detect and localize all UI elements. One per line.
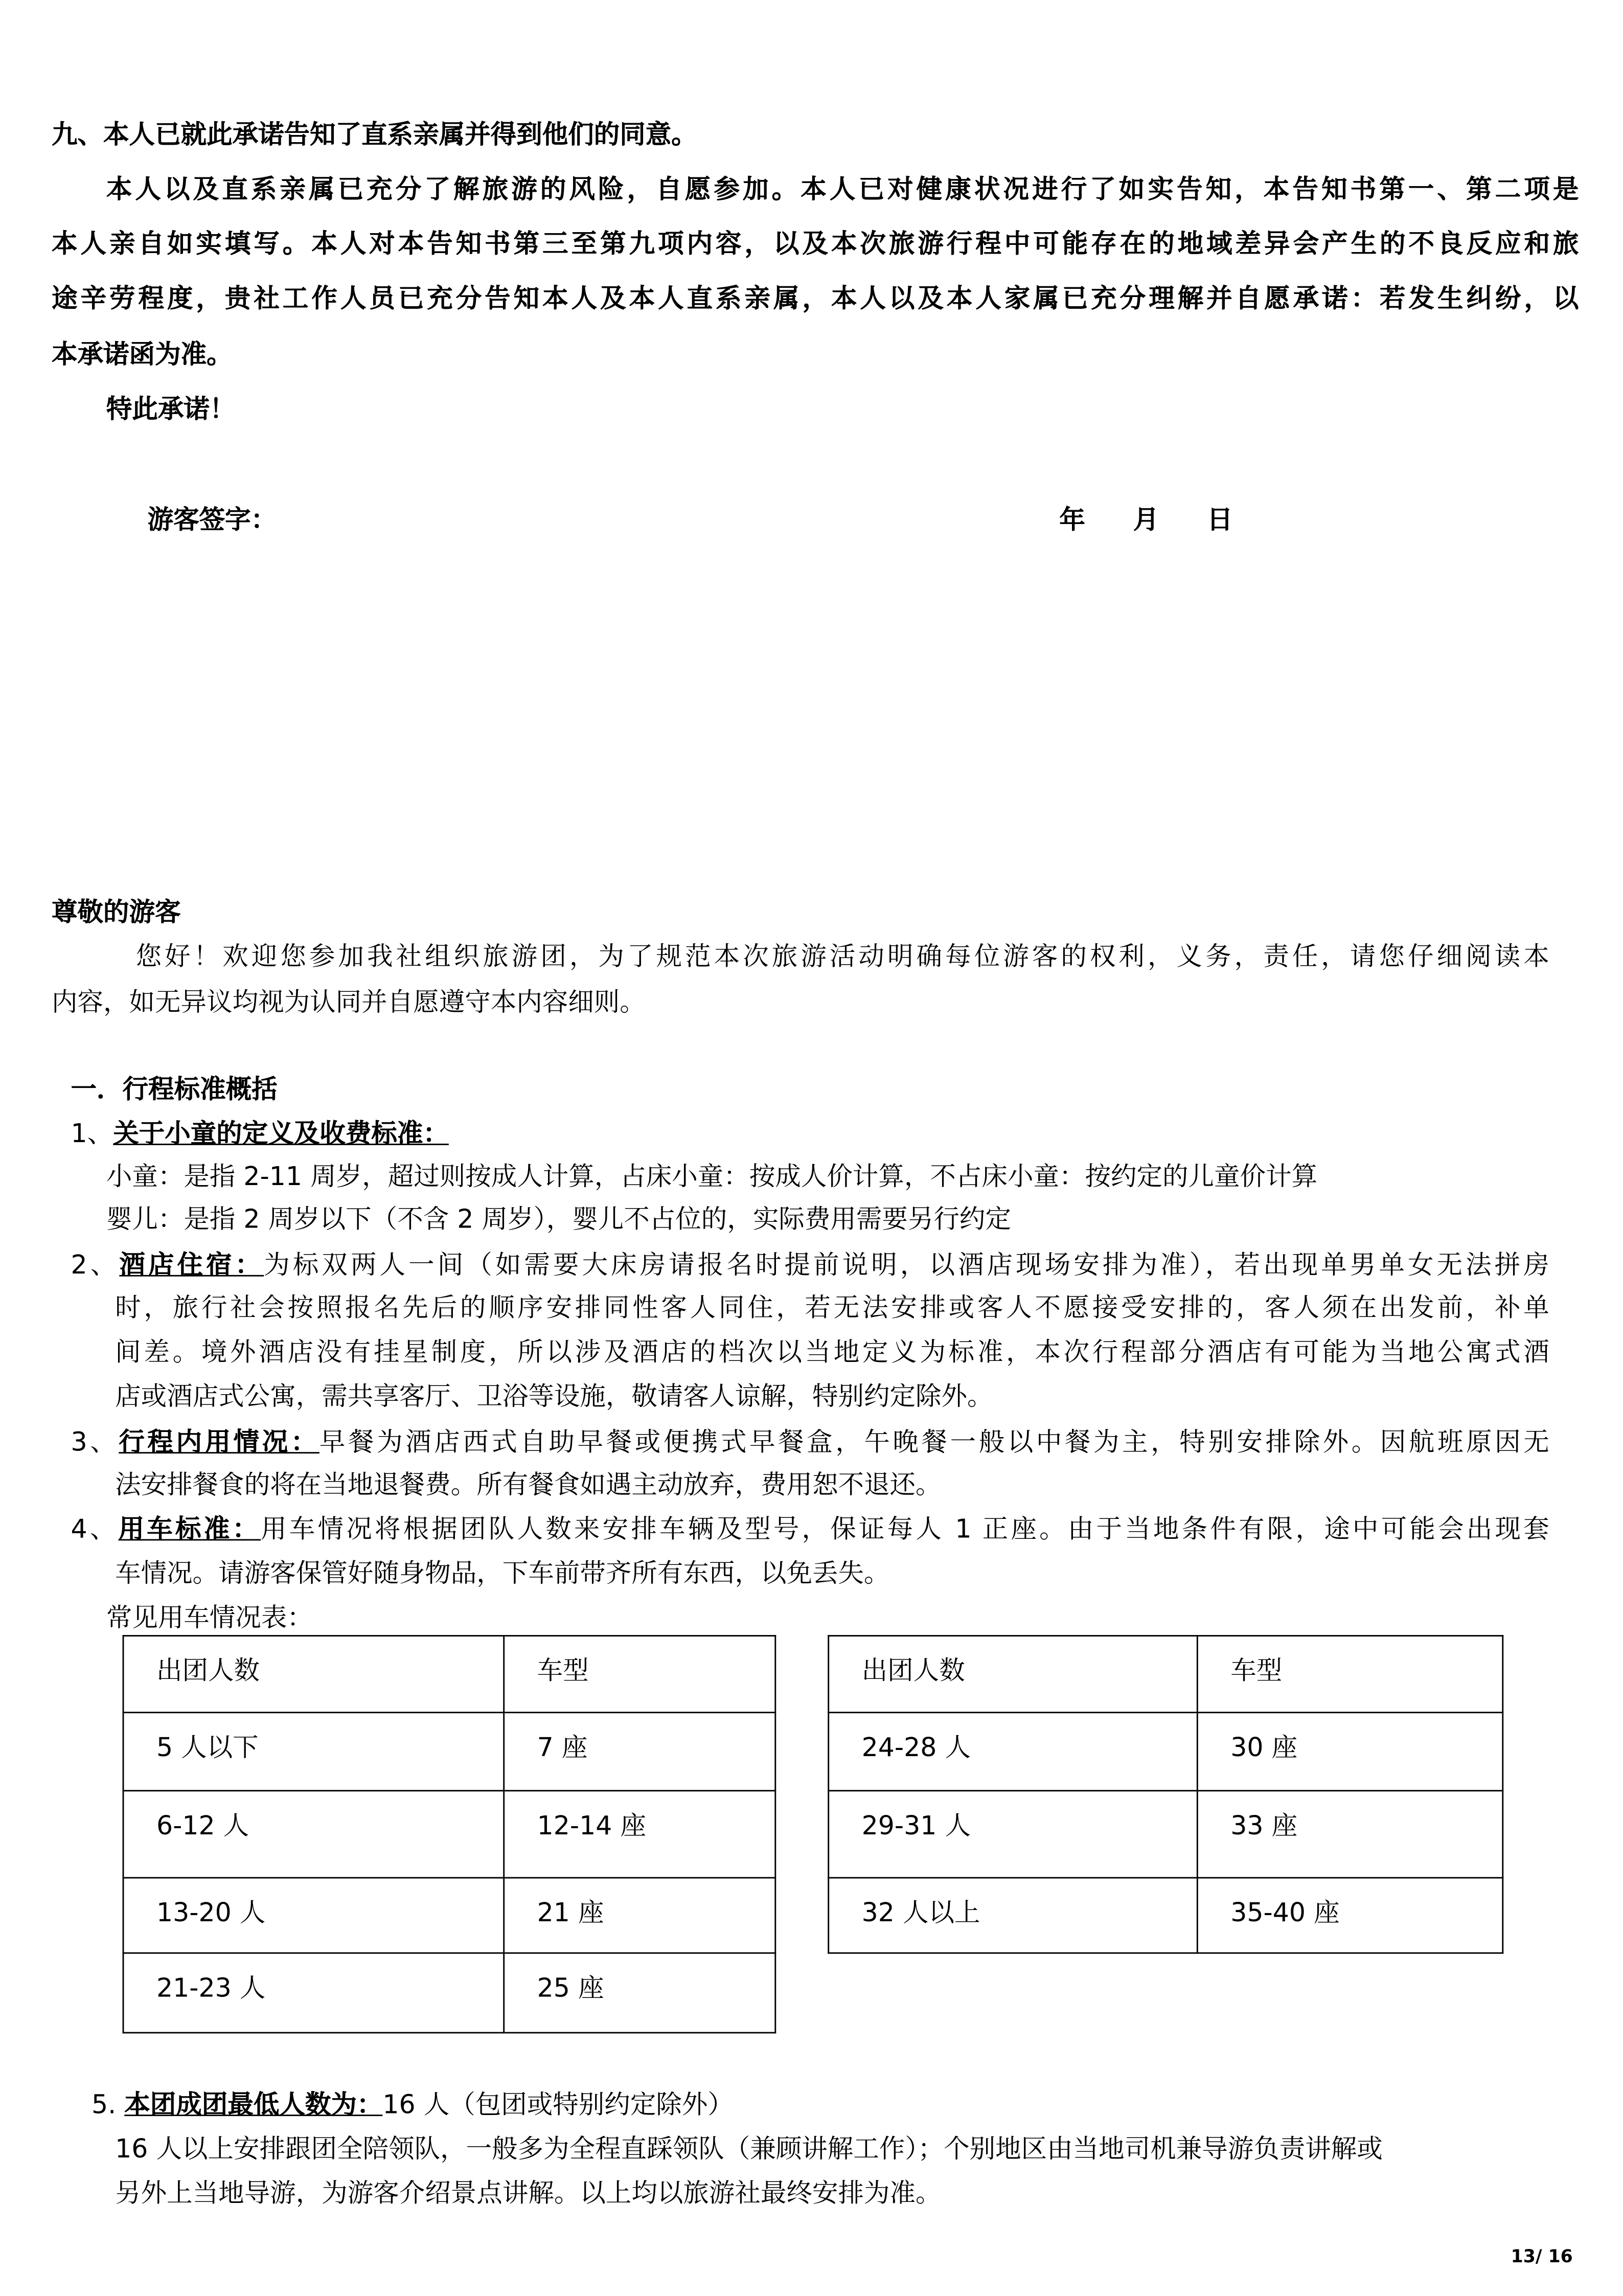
date-day: 日	[1207, 506, 1233, 536]
pledge-para-line: 本承诺函为准。	[52, 340, 233, 371]
item-2	[71, 1248, 1549, 1284]
table-cell: 5 人以下	[123, 1713, 504, 1791]
vehicle-table-right	[828, 1635, 1503, 1953]
signature-label: 游客签字：	[147, 506, 277, 536]
table-cell: 12-14 座	[504, 1791, 775, 1878]
item-line: 小童：是指 2-11 周岁，超过则按成人计算，占床小童：按成人价计算，不占床小童：按约定的儿童价计算	[106, 1163, 1318, 1193]
greeting-line: 内容，如无异议均视为认同并自愿遵守本内容细则。	[52, 988, 646, 1018]
item-1	[71, 1117, 449, 1152]
item-line: 法安排餐食的将在当地退餐费。所有餐食如遇主动放弃，费用恕不退还。	[115, 1471, 942, 1501]
table-caption: 常见用车情况表：	[106, 1604, 313, 1634]
item-heading: 本团成团最低人数为：	[124, 2091, 383, 2121]
date-year: 年	[1059, 506, 1085, 536]
table-row	[123, 1791, 775, 1878]
item-heading: 行程内用情况：	[119, 1428, 319, 1458]
item-text: 早餐为酒店西式自助早餐或便携式早餐盒，午晚餐一般以中餐为主，特别安排除外。因航班原因无	[319, 1428, 1549, 1458]
item-line: 车情况。请游客保管好随身物品，下车前带齐所有东西，以免丢失。	[115, 1559, 890, 1589]
table-cell: 29-31 人	[829, 1791, 1198, 1878]
item-number: 1、	[71, 1120, 113, 1150]
table-row	[123, 1953, 775, 2033]
item-line: 16 人以上安排跟团全陪领队，一般多为全程直踩领队（兼顾讲解工作）；个别地区由当地司机兼导游负责讲解或	[115, 2135, 1383, 2165]
table-cell: 21 座	[504, 1878, 775, 1953]
item-text: 16 人（包团或特别约定除外）	[382, 2091, 734, 2121]
item-number: 3、	[71, 1428, 119, 1458]
table-cell: 32 人以上	[829, 1878, 1198, 1953]
table-cell: 24-28 人	[829, 1713, 1198, 1791]
table-row	[123, 1878, 775, 1953]
page-number: 13/ 16	[1511, 2246, 1573, 2267]
item-5	[92, 2088, 734, 2123]
table-cell: 33 座	[1197, 1791, 1502, 1878]
item-heading: 用车标准：	[118, 1515, 261, 1545]
pledge-para-line: 本人亲自如实填写。本人对本告知书第三至第九项内容，以及本次旅游行程中可能存在的地域差异会产生的不良反应和旅	[52, 230, 1579, 260]
item-heading: 关于小童的定义及收费标准：	[113, 1120, 449, 1150]
item-3	[71, 1425, 1549, 1461]
section-title: 一．行程标准概括	[71, 1076, 278, 1105]
table-row	[829, 1791, 1503, 1878]
item-heading: 酒店住宿：	[119, 1251, 264, 1281]
table-cell: 35-40 座	[1197, 1878, 1502, 1953]
table-cell: 25 座	[504, 1953, 775, 2033]
vehicle-table-left	[123, 1635, 776, 2033]
table-header: 车型	[504, 1636, 775, 1713]
item-4	[71, 1513, 1549, 1548]
item-number: 4、	[71, 1515, 119, 1545]
item-line: 时，旅行社会按照报名先后的顺序安排同性客人同住，若无法安排或客人不愿接受安排的，客人须在出发前，补单	[115, 1294, 1549, 1324]
table-row	[829, 1713, 1503, 1791]
greeting-title: 尊敬的游客	[52, 898, 181, 928]
table-cell: 21-23 人	[123, 1953, 504, 2033]
item-number: 5.	[91, 2091, 117, 2121]
item-line: 店或酒店式公寓，需共享客厅、卫浴等设施，敬请客人谅解，特别约定除外。	[115, 1382, 993, 1413]
date-month: 月	[1133, 506, 1159, 536]
table-cell: 6-12 人	[123, 1791, 504, 1878]
item-line: 另外上当地导游，为游客介绍景点讲解。以上均以旅游社最终安排为准。	[115, 2179, 942, 2209]
pledge-item-9: 九、本人已就此承诺告知了直系亲属并得到他们的同意。	[52, 121, 697, 151]
item-line: 间差。境外酒店没有挂星制度，所以涉及酒店的档次以当地定义为标准，本次行程部分酒店有可能为当地公寓式酒	[115, 1338, 1549, 1368]
table-cell: 7 座	[504, 1713, 775, 1791]
item-line: 婴儿：是指 2 周岁以下（不含 2 周岁），婴儿不占位的，实际费用需要另行约定	[106, 1206, 1011, 1235]
greeting-line: 您好！欢迎您参加我社组织旅游团，为了规范本次旅游活动明确每位游客的权利，义务，责任，请您仔细阅读本	[135, 943, 1549, 973]
item-number: 2、	[71, 1251, 120, 1281]
item-text: 用车情况将根据团队人数来安排车辆及型号，保证每人 1 正座。由于当地条件有限，途中可能会出现套	[261, 1515, 1549, 1545]
table-cell: 30 座	[1197, 1713, 1502, 1791]
table-header: 出团人数	[829, 1636, 1198, 1713]
pledge-closing: 特此承诺！	[106, 395, 236, 425]
table-header: 出团人数	[123, 1636, 504, 1713]
pledge-para-line: 途辛劳程度，贵社工作人员已充分告知本人及本人直系亲属，本人以及本人家属已充分理解并自愿承诺：若发生纠纷，以	[52, 285, 1579, 314]
item-text: 为标双两人一间（如需要大床房请报名时提前说明，以酒店现场安排为准），若出现单男单女无法拼房	[264, 1251, 1549, 1281]
table-cell: 13-20 人	[123, 1878, 504, 1953]
pledge-para-line: 本人以及直系亲属已充分了解旅游的风险，自愿参加。本人已对健康状况进行了如实告知，本告知书第一、第二项是	[106, 175, 1579, 206]
table-row	[123, 1713, 775, 1791]
table-row	[829, 1878, 1503, 1953]
table-header: 车型	[1197, 1636, 1502, 1713]
